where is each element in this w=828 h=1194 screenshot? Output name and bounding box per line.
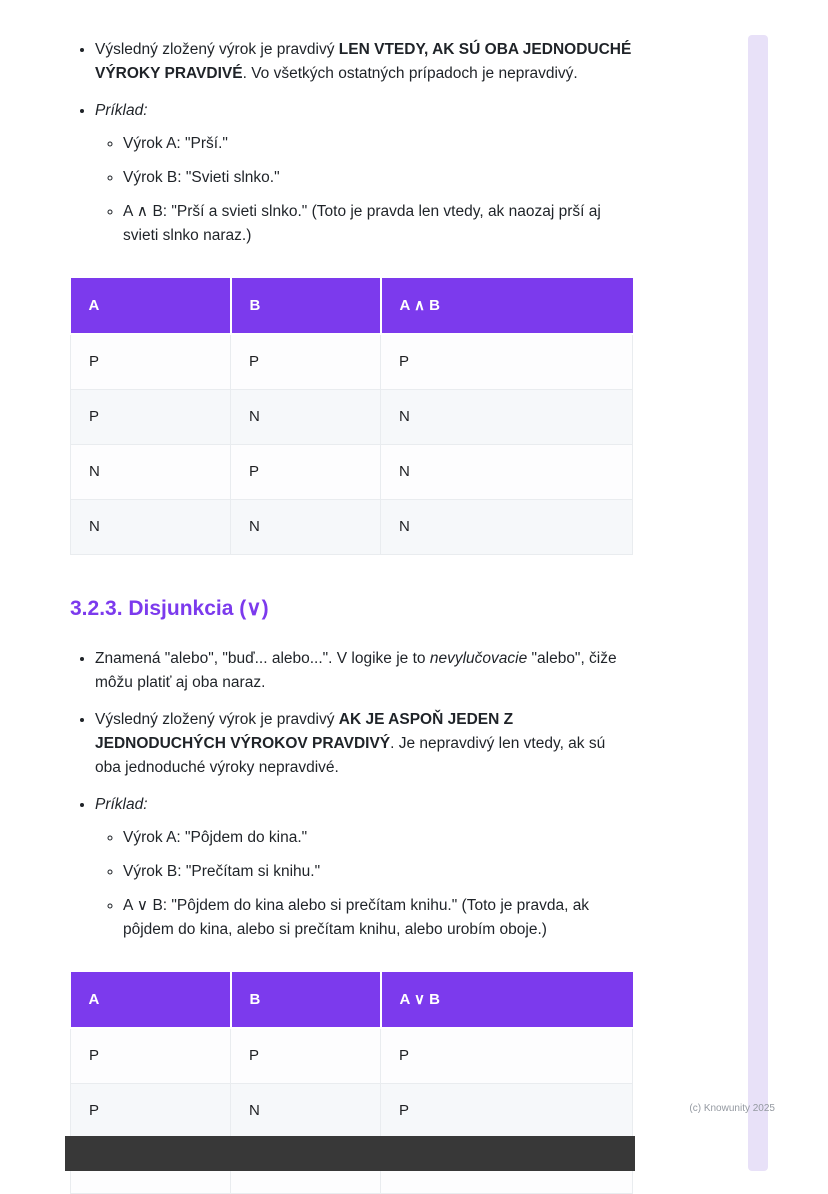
conjunction-sub-list [95, 132, 633, 248]
bullet-text: Príklad: [95, 796, 148, 814]
sub-bullet-text: Výrok B: "Prečítam si knihu." [123, 863, 321, 881]
header-cell-a: A [71, 278, 231, 334]
bullet-item [95, 793, 633, 942]
table-cell: P [381, 1083, 633, 1138]
bullet-text: Príklad: [95, 102, 148, 120]
table-cell: P [231, 334, 381, 389]
table-row [71, 1083, 633, 1138]
table-header-row [71, 278, 633, 334]
sub-bullet-item [123, 860, 633, 884]
bullet-item [95, 99, 633, 248]
table-row [71, 334, 633, 389]
header-cell-a: A [71, 972, 231, 1028]
sub-bullet-text: A ∧ B: "Prší a svieti slnko." (Toto je pravda len vtedy, ak naozaj prší aj svieti slnko naraz.) [123, 203, 601, 245]
scrollbar-thumb[interactable] [748, 35, 768, 1171]
table-cell: P [381, 334, 633, 389]
copyright-watermark: (c) Knowunity 2025 [689, 1103, 775, 1114]
disjunction-bullet-list [70, 647, 633, 942]
bullet-item [95, 647, 633, 695]
bullet-text: Znamená "alebo", "buď... alebo...". V logike je to nevylučovacie "alebo", čiže môžu platiť aj oba naraz. [95, 650, 617, 692]
header-cell-b: B [231, 972, 381, 1028]
table-cell: N [231, 1083, 381, 1138]
table-cell: N [231, 499, 381, 554]
table-row [71, 1028, 633, 1083]
bullet-item [95, 708, 633, 780]
table-header-row [71, 972, 633, 1028]
table-row [71, 499, 633, 554]
table-cell: N [71, 444, 231, 499]
table-cell: P [231, 444, 381, 499]
sub-bullet-text: Výrok B: "Svieti slnko." [123, 169, 280, 187]
table-cell: P [71, 389, 231, 444]
header-cell-a-or-b: A ∨ B [381, 972, 633, 1028]
sub-bullet-text: Výrok A: "Prší." [123, 135, 228, 153]
sub-bullet-item [123, 166, 633, 190]
table-row [71, 444, 633, 499]
table-cell: P [71, 1083, 231, 1138]
table-cell: P [381, 1028, 633, 1083]
table-cell: N [381, 389, 633, 444]
table-cell: P [231, 1028, 381, 1083]
table-cell: P [71, 1028, 231, 1083]
section-heading-disjunkcia: 3.2.3. Disjunkcia (∨) [70, 596, 269, 620]
sub-bullet-item [123, 132, 633, 156]
header-cell-b: B [231, 278, 381, 334]
table-cell: N [381, 499, 633, 554]
document-content [70, 0, 633, 1194]
sub-bullet-text: Výrok A: "Pôjdem do kina." [123, 829, 308, 847]
sub-bullet-item [123, 200, 633, 248]
bullet-text: Výsledný zložený výrok je pravdivý AK JE ASPOŇ JEDEN Z JEDNODUCHÝCH VÝROKOV PRAVDIVÝ. Je nepravdivý len vtedy, ak sú oba jednoduché výroky nepravdivé. [95, 711, 606, 777]
sub-bullet-item [123, 826, 633, 850]
conjunction-truth-table [70, 278, 633, 555]
conjunction-bullet-list [70, 38, 633, 248]
bullet-item [95, 38, 633, 86]
table-cell: P [71, 334, 231, 389]
table-cell: N [231, 389, 381, 444]
page-bottom-cutoff-band [65, 1136, 635, 1171]
sub-bullet-item [123, 894, 633, 942]
table-row [71, 389, 633, 444]
table-cell: N [71, 499, 231, 554]
sub-bullet-text: A ∨ B: "Pôjdem do kina alebo si prečítam knihu." (Toto je pravda, ak pôjdem do kina, alebo si prečítam knihu, alebo urobím oboje.) [123, 897, 590, 939]
table-cell: N [381, 444, 633, 499]
disjunction-sub-list [95, 826, 633, 942]
header-cell-a-and-b: A ∧ B [381, 278, 633, 334]
bullet-text: Výsledný zložený výrok je pravdivý LEN VTEDY, AK SÚ OBA JEDNODUCHÉ VÝROKY PRAVDIVÉ. Vo všetkých ostatných prípadoch je nepravdivý. [95, 41, 632, 83]
